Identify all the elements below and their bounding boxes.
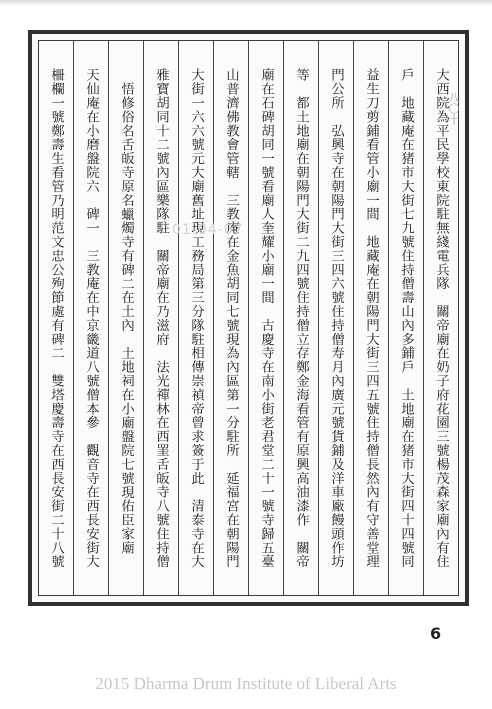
text-column xyxy=(283,41,318,595)
column-text: 雅寶胡同十二號內區樂隊駐 關帝廟在乃滋府 法光禪林在西罣舌皈寺八號住持僧 xyxy=(153,67,169,569)
watermark-text: 01-04-07 xyxy=(172,222,244,238)
column-text: 戶 地藏庵在猪市大街七九號住持僧壽山內多鋪戶 土地廟在猪市大街四十四號同 xyxy=(398,67,414,569)
text-column xyxy=(39,41,73,595)
text-column xyxy=(248,41,283,595)
text-column xyxy=(318,41,353,595)
text-columns xyxy=(39,41,458,595)
column-text: 廟在石碑胡同一號看廟人奎耀小廟一間 古慶寺在南小街老君堂二十一號寺歸五臺 xyxy=(258,67,274,569)
column-text: 等 都土地廟在朝陽門大街二九四號住持僧立存鄭金海看管有原興高油漆作 關帝 xyxy=(293,67,309,569)
text-column xyxy=(178,41,213,595)
column-text: 柵欄一號鄭壽生看管乃明范文忠公殉節處有碑二 雙塔慶壽寺在西長安街二十八號 xyxy=(48,67,64,569)
margin-mark: 八〇十 xyxy=(447,92,460,125)
text-column xyxy=(388,41,423,595)
text-column xyxy=(213,41,248,595)
column-text: 益生刀剪鋪看管小廟一間 地藏庵在朝陽門大街三四五號住持僧長然內有守善堂理 xyxy=(363,67,379,569)
page-number: 6 xyxy=(430,624,442,643)
text-column xyxy=(73,41,108,595)
page-outer-border xyxy=(28,30,469,606)
text-column xyxy=(143,41,178,595)
column-text: 悟修俗名舌皈寺原名蠟燭寺有碑二在土內 土地祠在小廟盤院七號現佑臣家廟 xyxy=(118,81,134,555)
column-text: 大街一六六號元大廟舊址現工務局第三分隊駐相傳崇禎帝曾求簽于此 清泰寺在大 xyxy=(188,67,204,569)
page-inner-border xyxy=(38,40,459,596)
text-column xyxy=(108,41,143,595)
column-text: 大西院為平民學校東院駐無綫電兵隊 關帝廟在奶子府花園三號楊茂森家廟內有住 xyxy=(433,67,449,569)
column-text: 天仙庵在小磨盤院六 碑一 三教庵在中京畿道八號僧本參 觀音寺在西長安街大 xyxy=(83,67,99,569)
footer-credit: 2015 Dharma Drum Institute of Liberal Arts xyxy=(95,674,397,693)
text-column xyxy=(353,41,388,595)
column-text: 山普濟佛教會管轄 三教庵在金魚胡同七號現為內區第一分駐所 延福宮在朝陽門 xyxy=(223,67,239,569)
scan-edge xyxy=(0,0,492,6)
column-text: 門公所 弘興寺在朝陽門大街三四六號住持僧寿月內廣元號貨鋪及洋車廠饅頭作坊 xyxy=(328,67,344,569)
